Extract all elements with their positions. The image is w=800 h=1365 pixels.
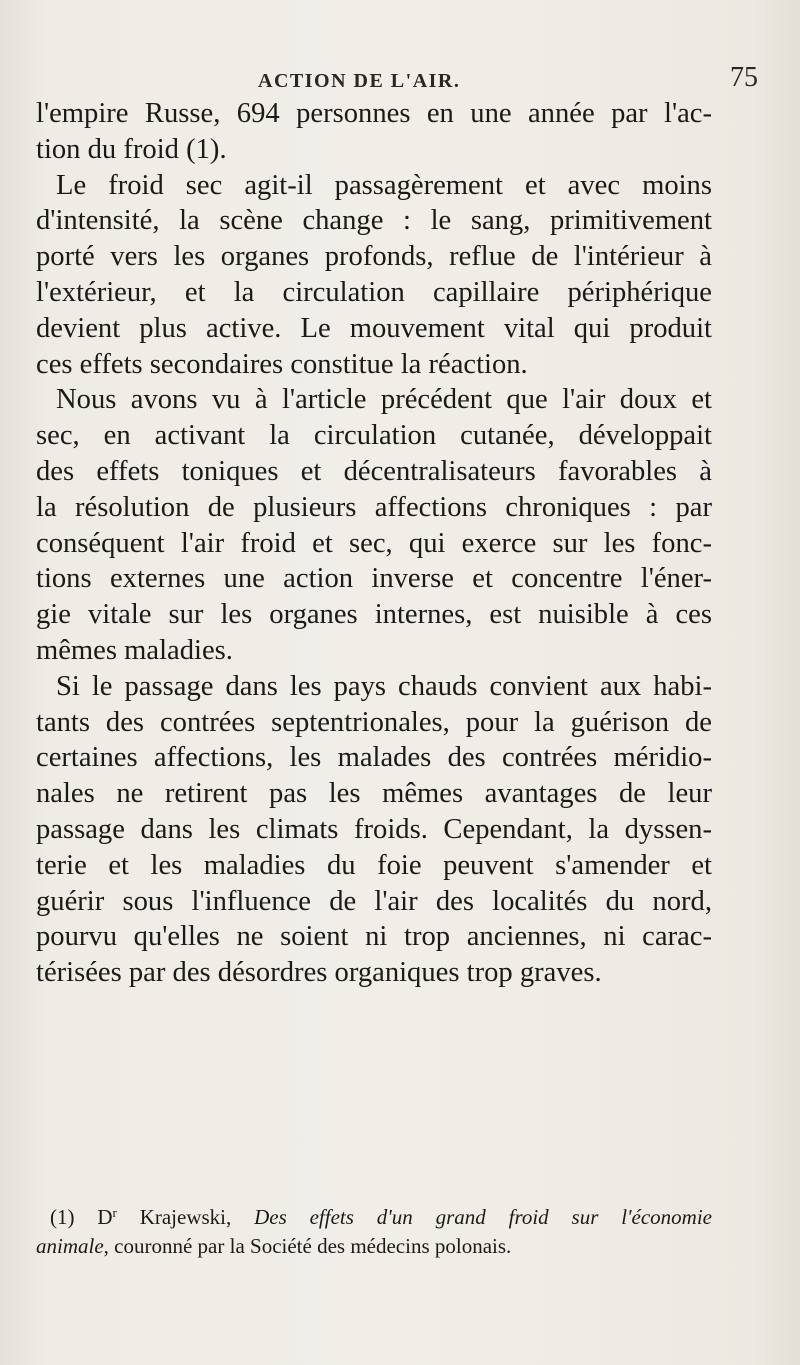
text-line: l'extérieur, et la circulation capillaire périphérique: [36, 276, 712, 308]
text-line: terie et les maladies du foie peuvent s'amender et: [36, 849, 712, 881]
footnote-title: Des effets d'un grand froid sur l'économie: [254, 1205, 712, 1229]
footnote-line: [36, 1232, 712, 1261]
text-line: sec, en activant la circulation cutanée, développait: [36, 420, 712, 452]
text-line: conséquent l'air froid et sec, qui exerce sur les fonc-: [36, 527, 712, 559]
text-line: guérir sous l'influence de l'air des localités du nord,: [36, 885, 712, 917]
page-number: 75: [730, 62, 758, 93]
body-text: [36, 96, 712, 991]
footnote-rest: , couronné par la Société des médecins polonais.: [103, 1234, 512, 1258]
footnote-title-cont: animale: [36, 1234, 104, 1258]
text-line: tion du froid (1).: [36, 133, 227, 165]
footnote-author-name: Krajewski,: [116, 1205, 255, 1229]
text-line: Si le passage dans les pays chauds convient aux habi-: [56, 670, 712, 702]
footnote-author-sup: r: [112, 1204, 117, 1220]
footnote: [36, 1203, 712, 1261]
text-line: térisées par des désordres organiques trop graves.: [36, 957, 602, 989]
footnote-author-prefix: D: [97, 1205, 113, 1229]
text-line: mêmes maladies.: [36, 634, 233, 666]
text-line: tions externes une action inverse et concentre l'éner-: [36, 563, 712, 595]
text-line: tants des contrées septentrionales, pour la guérison de: [36, 706, 712, 738]
text-line: porté vers les organes profonds, reflue de l'intérieur à: [36, 241, 712, 273]
text-line: nales ne retirent pas les mêmes avantages de leur: [36, 778, 712, 810]
text-line: pourvu qu'elles ne soient ni trop anciennes, ni carac-: [36, 921, 712, 953]
text-line: la résolution de plusieurs affections chroniques : par: [36, 491, 712, 523]
text-line: certaines affections, les malades des contrées méridio-: [36, 742, 712, 774]
text-line: gie vitale sur les organes internes, est nuisible à ces: [36, 599, 712, 631]
text-line: Nous avons vu à l'article précédent que l'air doux et: [56, 384, 712, 416]
running-head: [0, 62, 800, 96]
text-line: devient plus active. Le mouvement vital qui produit: [36, 312, 712, 344]
text-line: passage dans les climats froids. Cependant, la dyssen-: [36, 813, 712, 845]
text-line: ces effets secondaires constitue la réaction.: [36, 348, 528, 380]
text-line: des effets toniques et décentralisateurs favorables à: [36, 455, 712, 487]
footnote-line: [36, 1203, 712, 1232]
running-title: ACTION DE L'AIR.: [258, 70, 461, 92]
footnote-marker: (1): [50, 1205, 75, 1229]
text-line: Le froid sec agit-il passagèrement et avec moins: [56, 169, 712, 201]
text-line: l'empire Russe, 694 personnes en une année par l'ac-: [36, 98, 712, 129]
text-line: d'intensité, la scène change : le sang, primitivement: [36, 205, 712, 237]
